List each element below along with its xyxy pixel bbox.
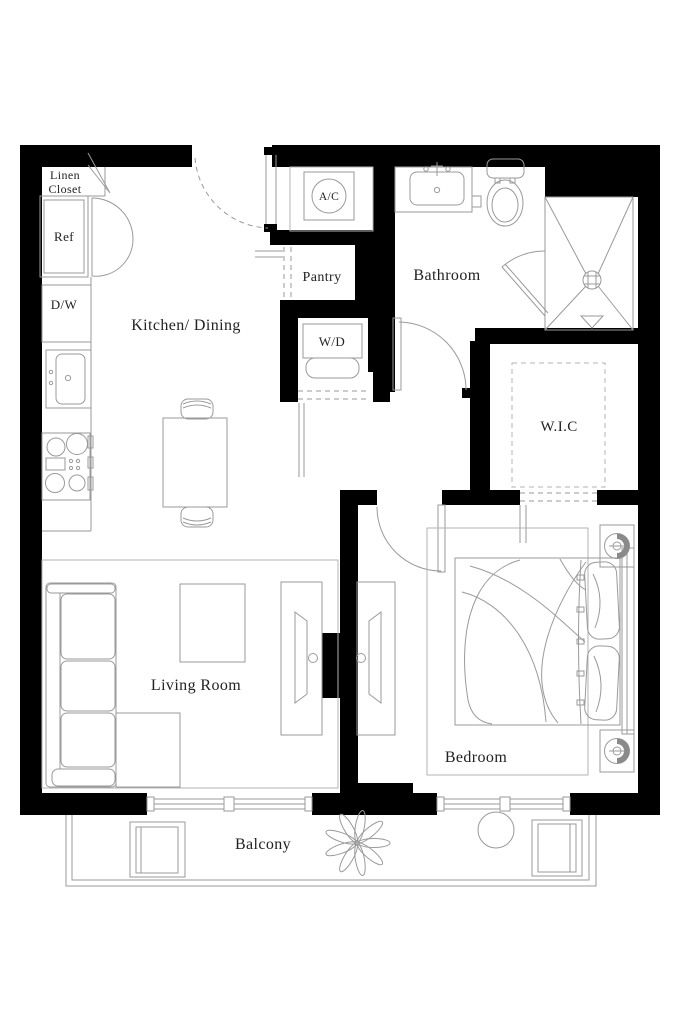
- bedroom-label: Bedroom: [444, 749, 508, 766]
- room-labels: [48, 168, 577, 853]
- toilet: [487, 159, 524, 226]
- balcony-chair-left: [130, 822, 185, 877]
- coffee-table: [180, 584, 245, 662]
- kitchen-sink: [46, 350, 91, 408]
- pantry-doors: [255, 247, 291, 300]
- wic-label: W.I.C: [540, 419, 578, 435]
- linen-closet-label-2: Closet: [48, 182, 82, 196]
- washer-dryer-label: W/D: [318, 334, 346, 349]
- nightstand-bottom: [600, 730, 634, 772]
- nightstand-top: [600, 525, 634, 567]
- refrigerator-label: Ref: [54, 229, 74, 244]
- wic-shelving: [512, 363, 605, 543]
- bathroom-door: [393, 318, 466, 390]
- balcony-table: [478, 812, 514, 848]
- shower: [545, 197, 633, 330]
- linen-closet-label-1: Linen: [50, 168, 80, 182]
- dishwasher-label: D/W: [50, 297, 78, 312]
- entry-door: [195, 147, 277, 232]
- balcony-label: Balcony: [234, 836, 292, 853]
- dining-table: [163, 399, 227, 527]
- balcony-chair-right: [532, 820, 582, 876]
- bed: [455, 548, 634, 734]
- pantry-label: Pantry: [302, 270, 342, 285]
- bedroom-door: [377, 505, 445, 572]
- bathroom-label: Bathroom: [413, 267, 481, 284]
- balcony-railing: [66, 815, 596, 886]
- bathroom-vanity: [395, 162, 481, 212]
- bedroom-tv-console: [357, 582, 396, 735]
- shower-door: [502, 251, 548, 316]
- living-tv-console: [281, 582, 322, 735]
- stove: [42, 433, 93, 500]
- ac-label: A/C: [318, 191, 340, 203]
- kitchen-dining-label: Kitchen/ Dining: [131, 317, 241, 334]
- living-room-label: Living Room: [150, 677, 242, 694]
- balcony-plant: [324, 810, 390, 877]
